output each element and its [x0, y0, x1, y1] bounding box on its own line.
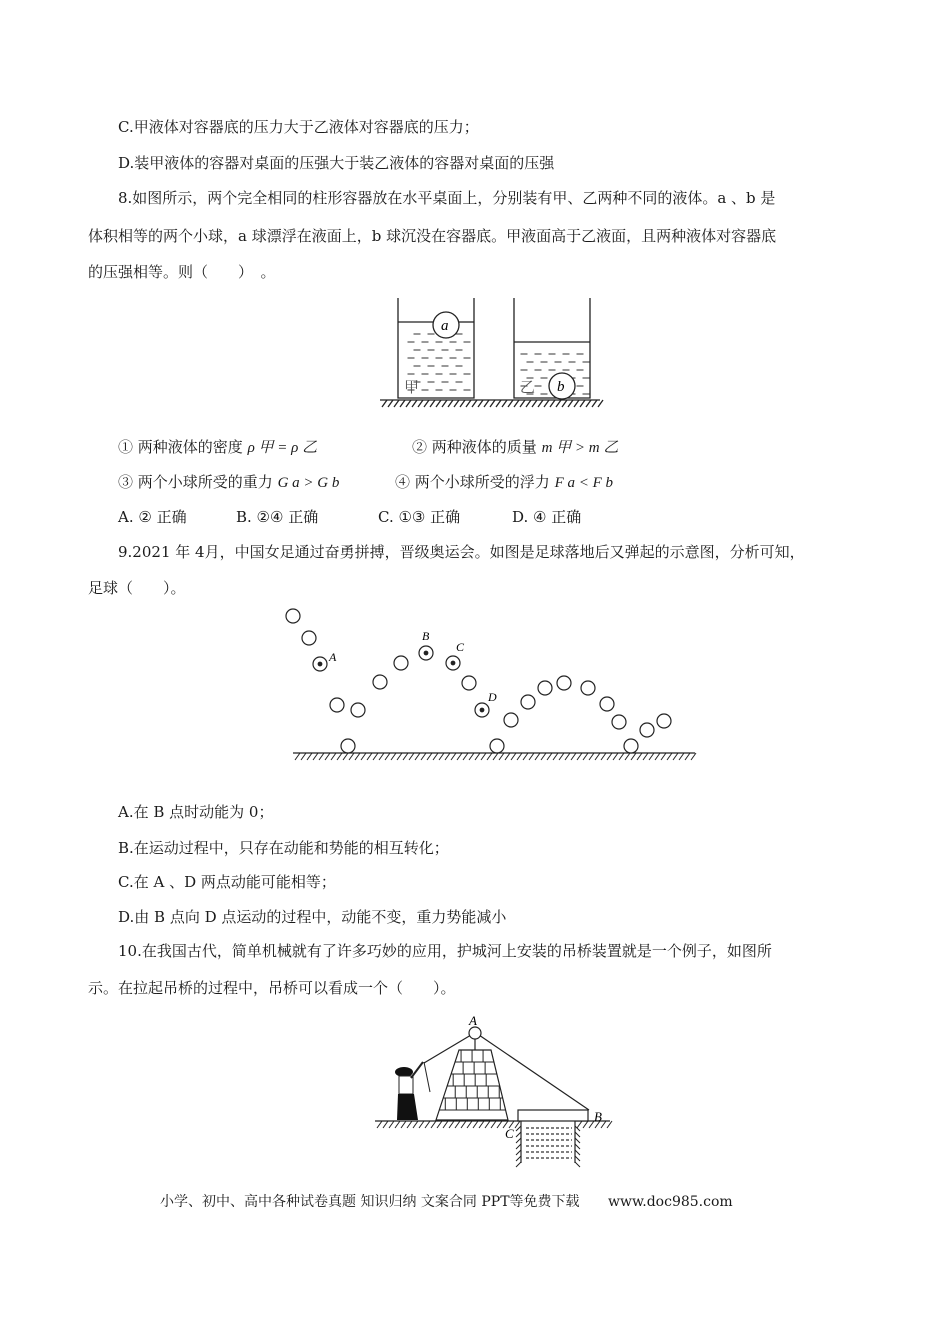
wall-hatch — [516, 1162, 521, 1167]
ground-hatch — [419, 1121, 424, 1128]
wall-hatch — [516, 1126, 521, 1131]
footer-url[interactable]: www.doc985.com — [607, 1194, 733, 1210]
ground-hatch — [515, 1121, 520, 1128]
q7-option-d: D.装甲液体的容器对桌面的压强大于装乙液体的容器对桌面的压强 — [118, 154, 555, 172]
wall-hatch — [575, 1144, 580, 1149]
q10-text-line2: 示。在拉起吊桥的过程中，吊桥可以看成一个（ ）。 — [88, 979, 456, 997]
point-c-label: C — [505, 1126, 514, 1141]
q8-option-a: A. ② 正确 — [118, 508, 187, 526]
ground-hatch — [577, 1121, 582, 1128]
ground-hatch — [583, 1121, 588, 1128]
q8-statement-2: ② 两种液体的质量 m 甲 > m 乙 — [412, 438, 619, 456]
wall-hatch — [516, 1132, 521, 1137]
ground-hatch — [491, 1121, 496, 1128]
q9-option-c: C.在 A 、D 两点动能可能相等； — [118, 873, 336, 891]
wall-hatch — [575, 1150, 580, 1155]
ground-hatch — [401, 1121, 406, 1128]
ground-hatch — [389, 1121, 394, 1128]
q8-option-c: C. ①③ 正确 — [378, 508, 461, 526]
bridge-deck — [518, 1110, 588, 1121]
q8-statement-1: ① 两种液体的密度 ρ 甲 = ρ 乙 — [118, 438, 318, 456]
q8-text-line1: 8.如图所示，两个完全相同的柱形容器放在水平桌面上，分别装有甲、乙两种不同的液体。a 、b 是 — [118, 189, 776, 207]
q9-option-a: A.在 B 点时动能为 0； — [118, 803, 274, 821]
person-pulling-rope — [395, 1062, 430, 1120]
point-d-label: D — [488, 690, 497, 704]
q8-statement-4: ④ 两个小球所受的浮力 F a < F b — [395, 473, 614, 491]
footer-text: 小学、初中、高中各种试卷真题 知识归纳 文案合同 PPT等免费下载 — [160, 1194, 580, 1210]
q8-option-d: D. ④ 正确 — [512, 508, 582, 526]
ground-hatch — [449, 1121, 454, 1128]
ground-hatch — [467, 1121, 472, 1128]
wall-hatch — [575, 1132, 580, 1137]
q8-option-b: B. ②④ 正确 — [236, 508, 319, 526]
pulley — [469, 1027, 481, 1039]
ball-b-label: b — [557, 379, 565, 395]
ground-hatch — [497, 1121, 502, 1128]
page-footer — [160, 1191, 757, 1211]
q8-statement-3: ③ 两个小球所受的重力 G a > G b — [118, 473, 340, 491]
wall-hatch — [516, 1150, 521, 1155]
ground-hatch — [431, 1121, 436, 1128]
wall-hatch — [575, 1162, 580, 1167]
q8-text-line2: 体积相等的两个小球，a 球漂浮在液面上，b 球沉没在容器底。甲液面高于乙液面，且两种液体对容器底 — [88, 227, 777, 245]
ground-hatch — [473, 1121, 478, 1128]
point-c-label: C — [456, 640, 465, 654]
ground-hatch — [377, 1121, 382, 1128]
wall-hatch — [516, 1138, 521, 1143]
ground-hatch — [425, 1121, 430, 1128]
wall-hatch — [575, 1138, 580, 1143]
ground-hatch — [607, 1121, 612, 1128]
q9-option-b: B.在运动过程中，只存在动能和势能的相互转化； — [118, 839, 449, 857]
ground-hatch — [383, 1121, 388, 1128]
q7-option-c: C.甲液体对容器底的压力大于乙液体对容器底的压力； — [118, 118, 479, 136]
ground-hatch — [461, 1121, 466, 1128]
ground-hatch — [407, 1121, 412, 1128]
ground-hatch — [437, 1121, 442, 1128]
ground-hatch — [485, 1121, 490, 1128]
ground-hatch — [395, 1121, 400, 1128]
ball-a-label: a — [441, 318, 449, 334]
liquid-jia-label: 甲 — [404, 378, 420, 396]
wall-hatch — [516, 1156, 521, 1161]
wall-hatch — [516, 1144, 521, 1149]
point-b-label: B — [422, 629, 430, 643]
point-a-label: A — [469, 1013, 477, 1028]
q8-text-line3: 的压强相等。则（ ） 。 — [88, 263, 276, 281]
liquid-yi-label: 乙 — [520, 378, 536, 396]
q10-text-line1: 10.在我国古代，简单机械就有了许多巧妙的应用，护城河上安装的吊桥装置就是一个例子，如图所 — [118, 942, 772, 960]
q9-text-line2: 足球（ ）。 — [88, 579, 186, 597]
point-b-label: B — [594, 1109, 602, 1124]
ground-hatch — [413, 1121, 418, 1128]
wall-hatch — [575, 1156, 580, 1161]
ground-hatch — [479, 1121, 484, 1128]
ground-hatch — [455, 1121, 460, 1128]
point-a-label: A — [329, 650, 337, 664]
q9-option-d: D.由 B 点向 D 点运动的过程中，动能不变，重力势能减小 — [118, 908, 507, 926]
ground-hatch — [443, 1121, 448, 1128]
q9-text-line1: 9.2021 年 4月，中国女足通过奋勇拼搏，晋级奥运会。如图是足球落地后又弹起的示意图，分析可知， — [118, 543, 805, 561]
